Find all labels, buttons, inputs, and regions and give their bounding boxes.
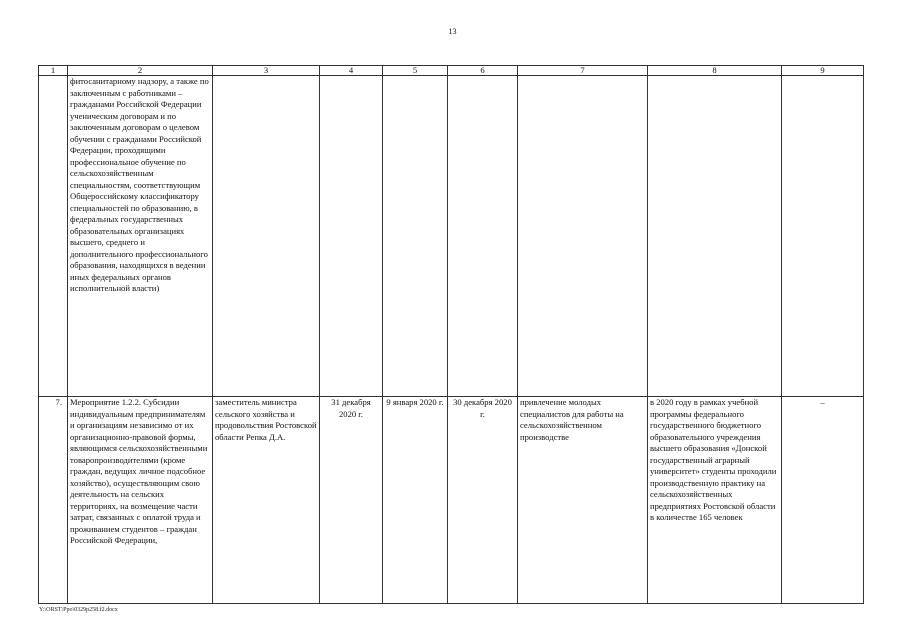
header-col-8: 8: [648, 66, 782, 76]
cell-col-7: [518, 76, 648, 397]
header-col-5: 5: [383, 66, 448, 76]
header-col-7: 7: [518, 66, 648, 76]
cell-responsible: [213, 76, 320, 397]
table-row-7: [39, 397, 864, 604]
measures-table: [38, 65, 864, 604]
cell-number: 7.: [39, 397, 68, 604]
header-col-4: 4: [320, 66, 383, 76]
cell-col-5: [383, 76, 448, 397]
header-col-3: 3: [213, 66, 320, 76]
table-row-continuation: [39, 76, 864, 397]
header-col-2: 2: [68, 66, 213, 76]
header-col-1: 1: [39, 66, 68, 76]
cell-col-6: [448, 76, 518, 397]
cell-col-8: [648, 76, 782, 397]
cell-col-4: [320, 76, 383, 397]
cell-measure-description: Мероприятие 1.2.2. Субсидии индивидуальным предпринимателям и организациям независимо от их организационно-правовой формы, являющимся сельскохозяйственными товаропроизводителями (кроме граждан, ведущих личное подсобное хозяйство), осуществляющим свою деятельность на сельских территориях, на возмещение части затрат, связанных с оплатой труда и проживанием студентов – граждан Российской Федерации,: [68, 397, 213, 604]
cell-number: [39, 76, 68, 397]
footer-file-path: Y:\ORST\Ppo\0329p258.f2.docx: [39, 607, 118, 613]
cell-responsible: заместитель министра сельского хозяйства и продовольствия Ростовской области Репка Д.А.: [213, 397, 320, 604]
cell-expected-result: привлечение молодых специалистов для работы на сельскохозяйственном производстве: [518, 397, 648, 604]
cell-measure-description: фитосанитарному надзору, а также по заключенным с работниками – гражданами Российской Федерации ученическим договорам и по заключенным договорам о целевом обучении с гражданами Российской Федерации, проходящими профессиональное обучение по сельскохозяйственным специальностям, соответствующим Общероссийскому классификатору специальностей по образованию, в федеральных государственных образовательных организациях высшего, среднего и дополнительного профессионального образования, находящихся в ведении иных федеральных органов исполнительной власти): [68, 76, 213, 397]
header-row: [39, 66, 864, 76]
cell-end-date: 30 декабря 2020 г.: [448, 397, 518, 604]
cell-col-9: [782, 76, 864, 397]
cell-notes: –: [782, 397, 864, 604]
cell-start-date: 9 января 2020 г.: [383, 397, 448, 604]
cell-planned-date: 31 декабря 2020 г.: [320, 397, 383, 604]
header-col-6: 6: [448, 66, 518, 76]
header-col-9: 9: [782, 66, 864, 76]
page-number: 13: [448, 27, 457, 36]
cell-actual-result: в 2020 году в рамках учебной программы федерального государственного бюджетного образовательного учреждения высшего образования «Донской государственный аграрный университет» студенты проходили производственную практику на сельскохозяйственных предприятиях Ростовской области в количестве 165 человек: [648, 397, 782, 604]
